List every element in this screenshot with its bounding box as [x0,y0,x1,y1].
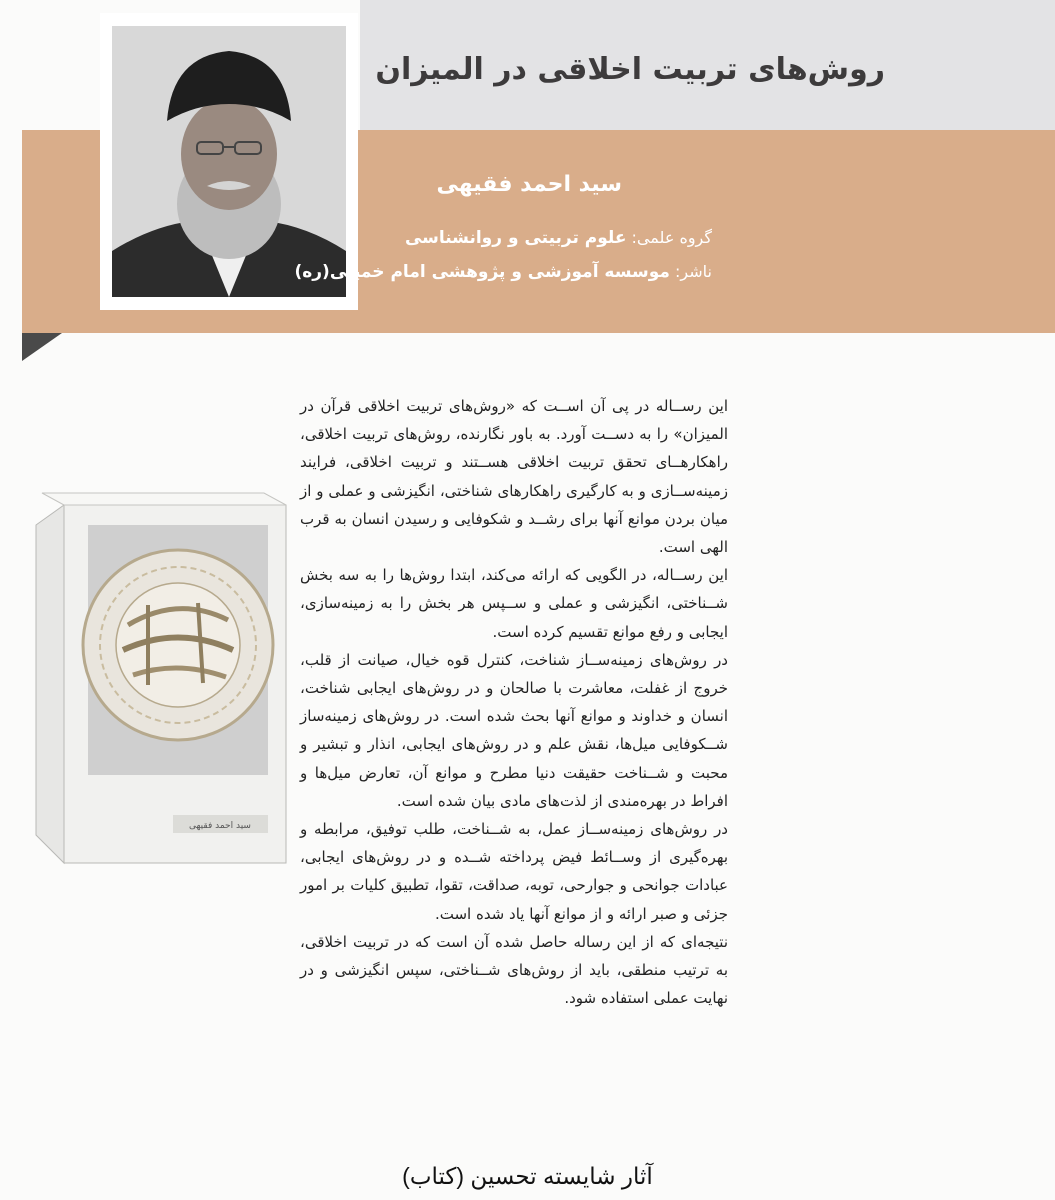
author-portrait [112,26,346,297]
author-photo [112,26,346,297]
body-paragraph-2: این رســاله، در الگویی که ارائه می‌کند، ابتدا روش‌ها را به سه بخش شــناختی، انگیزشی و عملی و ســپس هر بخش را به زمینه‌سازی، ایجابی و رفع موانع تقسیم کرده است. [300,566,728,641]
body-paragraph-5: نتیجه‌ای که از این رساله حاصل شده آن است که در تربیت اخلاقی، به ترتیب منطقی، باید از روش‌های شــناختی، سپس انگیزشی و در نهایت عملی استفاده شود. [300,932,728,1008]
publisher-value: موسسه آموزشی و پژوهشی امام خمینی(ره) [294,262,670,282]
footer-caption: آثار شایسته تحسین (کتاب) [402,1163,653,1189]
page-title: روش‌های تربیت اخلاقی در المیزان [375,52,885,87]
publisher-label: ناشر: [669,262,712,281]
scientific-group-label: گروه علمی: [626,228,712,247]
publisher-line [294,262,712,282]
body-paragraph-3: در روش‌های زمینه‌ســاز شناخت، کنترل قوه خیال، صیانت از قلب، خروج از غفلت، معاشرت با صالحان و در روش‌های ایجابی شناخت، انسان و خداوند و موانع آنها بحث شده است. در روش‌های زمینه‌ساز شــکوفایی میل‌ها، نقش علم و در روش‌های ایجابی، انذار و تبشیر و محبت و شــناخت حقیقت دنیا مطرح و موانع آن، تعارض میل‌ها و افراط در بهره‌مندی از لذت‌های مادی بیان شده است. [300,650,728,810]
article-body [300,392,728,1012]
body-paragraph-4: در روش‌های زمینه‌ســاز عمل، به شــناخت، طلب توفیق، مرابطه و بهره‌گیری از وســائط فیض پرداخته شــده و در روش‌های ایجابی، عبادات جوانحی و جوارحی، توبه، صداقت، تقوا، تطبیق کلیات بر امور جزئی و صبر ارائه و از موانع آنها یاد شده است. [300,820,728,923]
book-cover-author: سید احمد فقیهی [189,821,251,831]
scientific-group-value: علوم تربیتی و روانشناسی [404,228,627,248]
scientific-group-line [405,228,712,248]
author-name: سید احمد فقیهی [436,172,622,197]
book-cover-illustration [28,485,290,870]
book-cover [28,485,290,870]
corner-fold-decoration [22,333,62,361]
body-paragraph-1: این رســاله در پی آن اســت که «روش‌های تربیت اخلاقی قرآن در المیزان» را به دســت آورد. به باور نگارنده، روش‌های تربیت اخلاقی، راهکارهــای تحقق تربیت اخلاقی هســتند و تربیت اخلاقی، فرایند زمینه‌ســازی و به کارگیری راهکارهای شناختی، انگیزشی و عملی و از میان بردن موانع آنها برای رشــد و شکوفایی و رسیدن انسان به قرب الهی است. [300,397,728,557]
